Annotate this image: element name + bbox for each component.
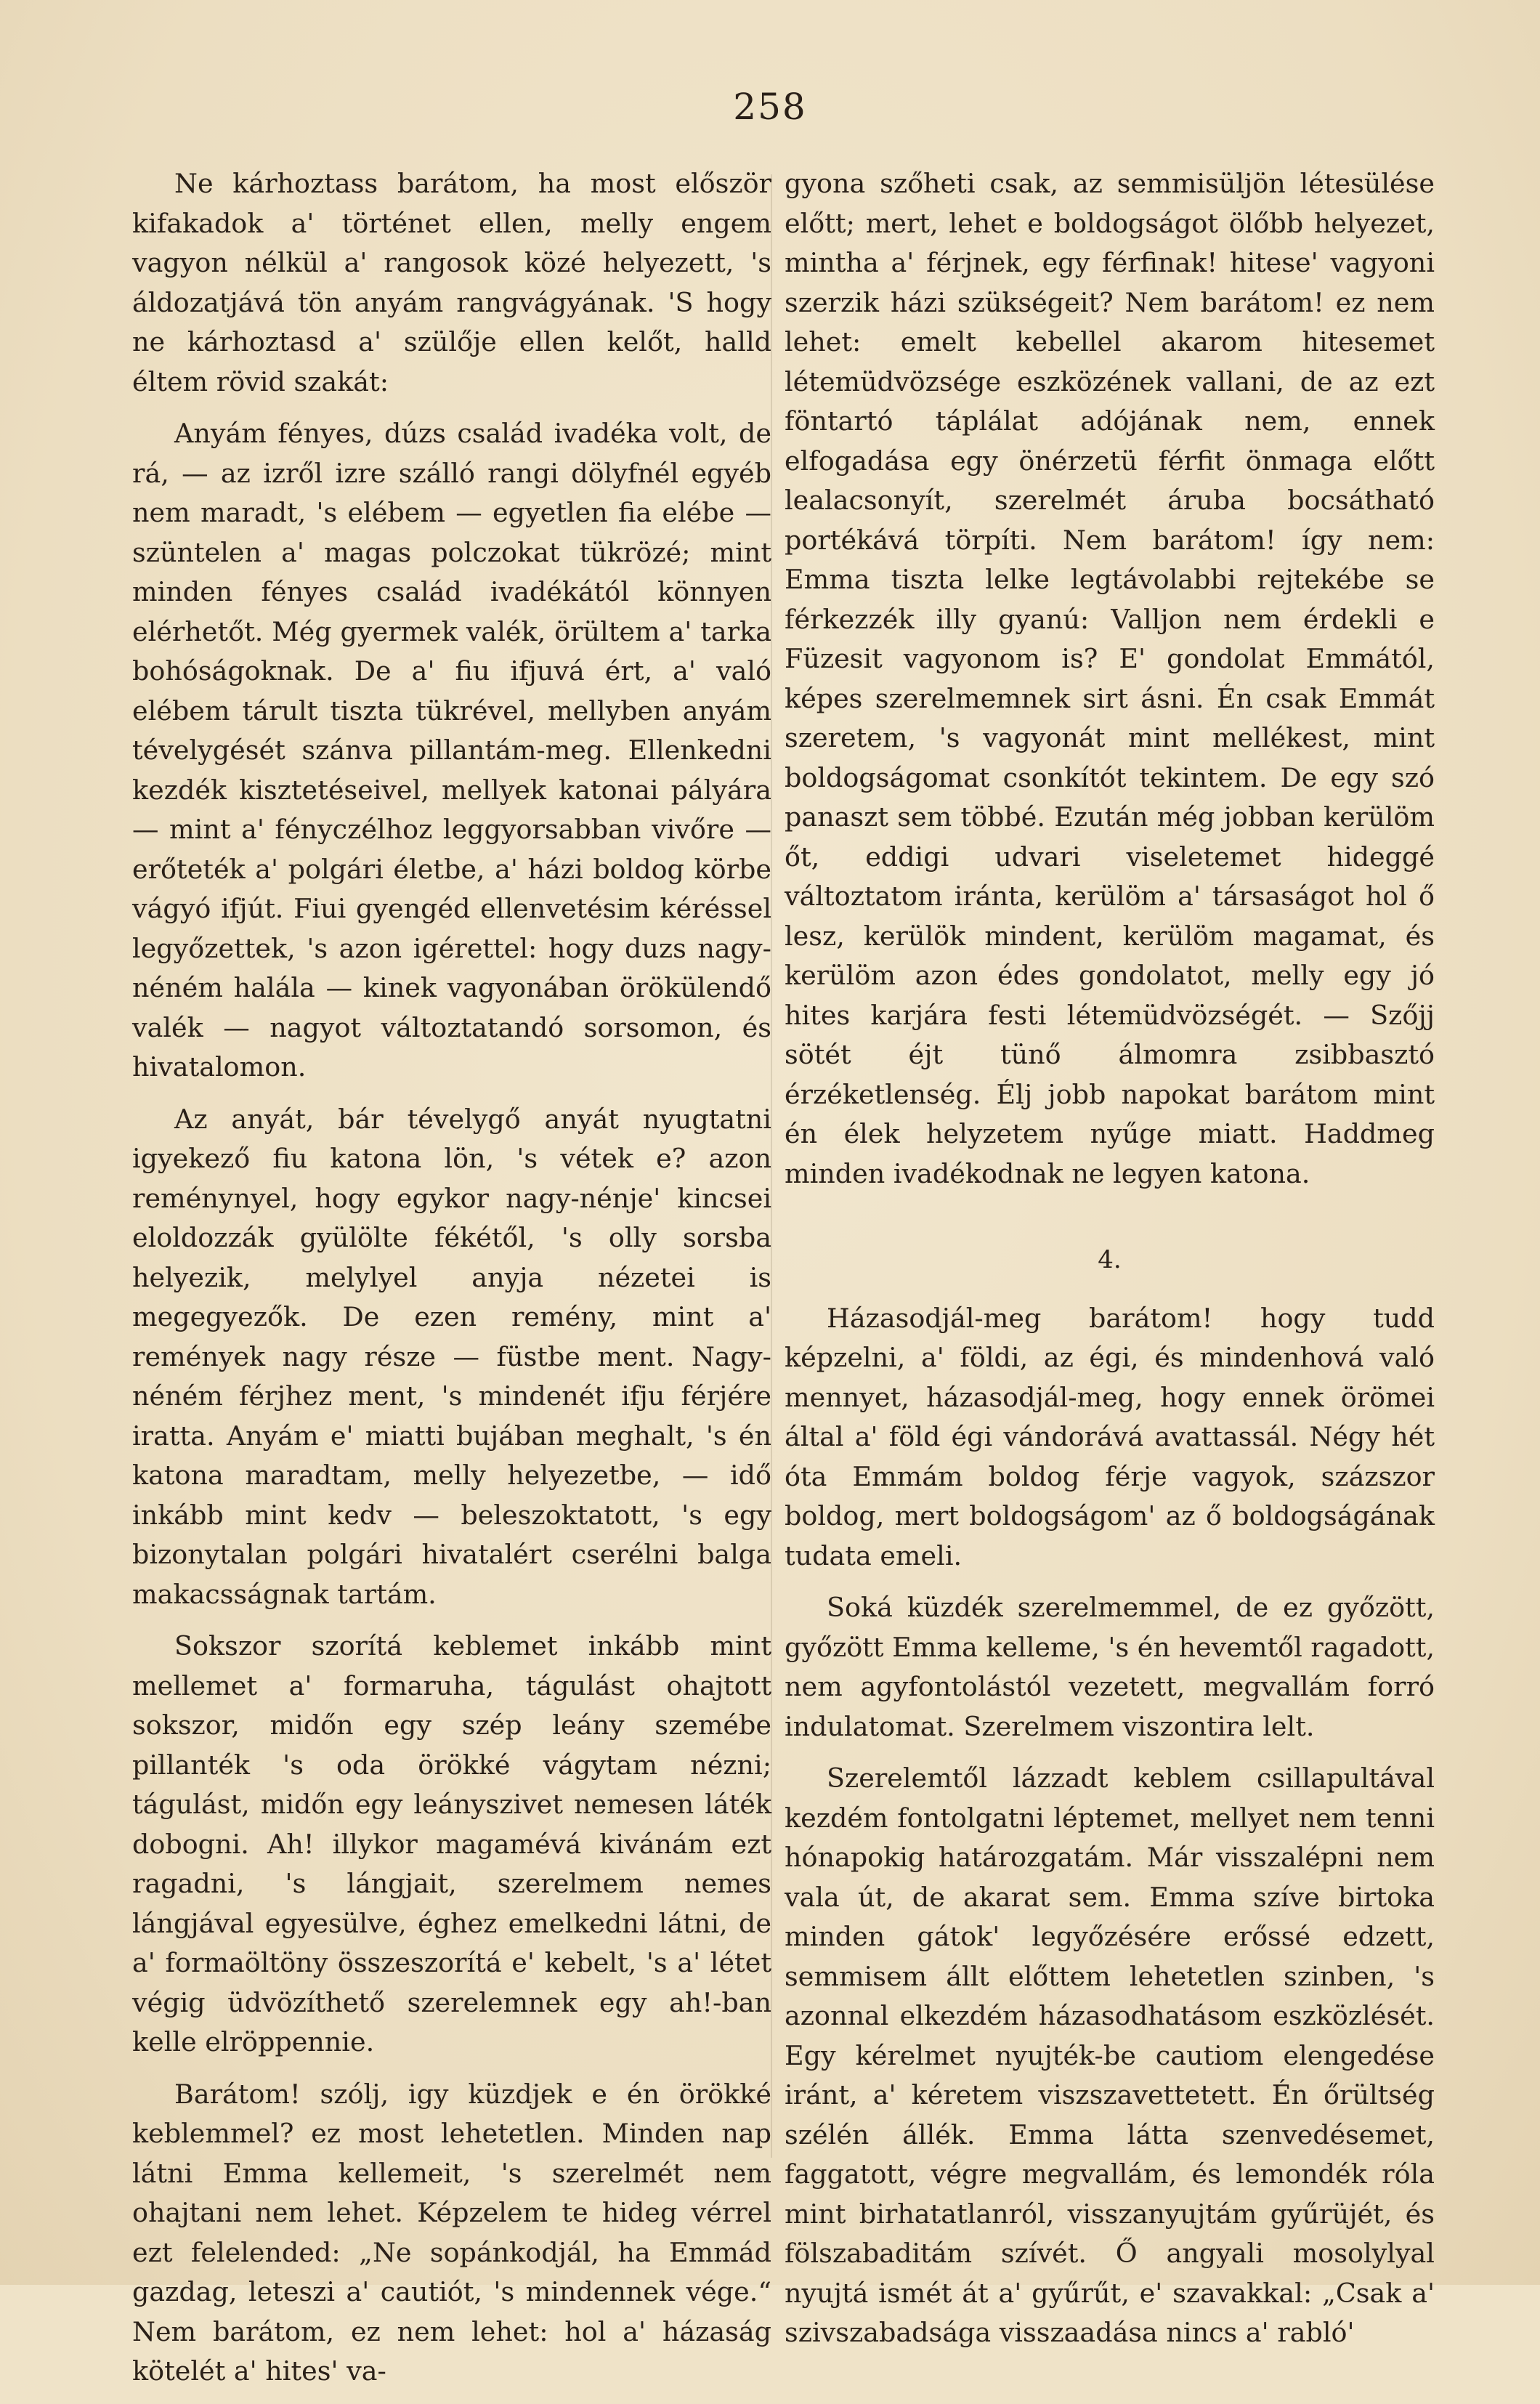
left-column	[132, 164, 771, 2404]
paragraph: Házasodjál-meg barátom! hogy tudd képzelni, a' földi, az égi, és mindenhová való mennyet, házasodjál-meg, hogy ennek örömei által a' föld égi vándorává avattassál. Négy hét óta Emmám boldog férje vagyok, százszor boldog, mert boldogságom' az ő boldogságának tudata emeli.	[785, 1302, 1435, 1571]
paragraph: Az anyát, bár tévelygő anyát nyugtatni igyekező fiu katona lön, 's vétek e? azon reménynyel, hogy egykor nagy-nénje' kincsei eloldozzák gyülölte fékétől, 's olly sorsba helyezik, melylyel anyja nézetei is megegyezők. De ezen remény, mint a' remények nagy része — füstbe ment. Nagy-néném férjhez ment, 's mindenét ifju férjére iratta. Anyám e' miatti bujában meghalt, 's én katona maradtam, melly helyezetbe, — idő inkább mint kedv — beleszoktatott, 's egy bizonytalan polgári hivatalért cserélni balga makacsságnak tartám.	[132, 1103, 771, 1610]
paragraph: Soká küzdék szerelmemmel, de ez győzött, győzött Emma kelleme, 's én hevemtől ragadott, nem agyfontolástól vezetett, megvallám forró indulatomat. Szerelmem viszontira lelt.	[785, 1592, 1435, 1742]
section-number: 4.	[1098, 1245, 1122, 1274]
page-number: 258	[733, 86, 807, 128]
right-column	[785, 164, 1435, 2365]
paragraph: Sokszor szorítá keblemet inkább mint mellemet a' formaruha, tágulást ohajtott sokszor, midőn egy szép leány szemébe pillanték 's oda örökké vágytam nézni; tágulást, midőn egy leányszivet nemesen láték dobogni. Ah! illykor magamévá kivánám ezt ragadni, 's lángjait, szerelmem nemes lángjával egyesülve, éghez emelkedni látni, de a' formaöltöny összeszorítá e' kebelt, 's a' létet végig üdvözíthető szerelemnek egy ah!-ban kelle elröppennie.	[132, 1630, 771, 2057]
paragraph: Ne kárhoztass barátom, ha most először kifakadok a' történet ellen, melly engem vagyon nélkül a' rangosok közé helyezett, 's áldozatjává tön anyám rangvágyának. 'S hogy ne kárhoztasd a' szülője ellen kelőt, halld éltem rövid szakát:	[132, 168, 771, 397]
paragraph: Barátom! szólj, igy küzdjek e én örökké keblemmel? ez most lehetetlen. Minden nap látni Emma kellemeit, 's szerelmét nem ohajtani nem lehet. Képzelem te hideg vérrel ezt felelended: „Ne sopánkodjál, ha Emmád gazdag, leteszi a' cautiót, 's mindennek vége.“ Nem barátom, ez nem lehet: hol a' házaság kötelét a' hites' va-	[132, 2078, 771, 2387]
paragraph: Anyám fényes, dúzs család ivadéka volt, de rá, — az izről izre szálló rangi dölyfnél egyéb nem maradt, 's elébem — egyetlen fia elébe — szüntelen a' magas polczokat tükrözé; mint minden fényes család ivadékától könnyen elérhetőt. Még gyermek valék, örültem a' tarka bohóságoknak. De a' fiu ifjuvá ért, a' való elébem tárult tiszta tükrével, mellyben anyám tévelygését szánva pillantám-meg. Ellenkedni kezdék kisztetéseivel, mellyek katonai pályára — mint a' fényczélhoz leggyorsabban vivőre — erőteték a' polgári életbe, a' házi boldog körbe vágyó ifjút. Fiui gyengéd ellenvetésim kéréssel legyőzettek, 's azon igérettel: hogy duzs nagy-néném halála — kinek vagyonában örökülendő valék — nagyot változtatandó sorsomon, és hivatalomon.	[132, 418, 771, 1082]
paragraph: Szerelemtől lázzadt keblem csillapultával kezdém fontolgatni léptemet, mellyet nem tenni hónapokig határozgatám. Már visszalépni nem vala út, de akarat sem. Emma szíve birtoka minden gátok' legyőzésére erőssé edzett, semmisem állt előttem lehetetlen szinben, 's azonnal elkezdém házasodhatásom eszközlését. Egy kérelmet nyujték-be cautiom elengedése iránt, a' kéretem viszszavettetett. Én őrültség szélén állék. Emma látta szenvedésemet, faggatott, végre megvallám, és lemondék róla mint birhatatlanról, visszanyujtám gyűrüjét, és fölszabaditám szívét. Ő angyali mosolylyal nyujtá ismét át a' gyűrűt, e' szavakkal: „Csak a' szivszabadsága visszaadása nincs a' rabló'	[785, 1762, 1435, 2348]
paragraph-continued: gyona szőheti csak, az semmisüljön létesülése előtt; mert, lehet e boldogságot ölőbb helyezet, mintha a' férjnek, egy férfinak! hitese' vagyoni szerzik házi szükségeit? Nem barátom! ez nem lehet: emelt kebellel akarom hitesemet létemüdvözsége eszközének vallani, de az ezt föntartó táplálat adójának nem, ennek elfogadása egy önérzetü férfit önmaga előtt lealacsonyít, szerelmét áruba bocsátható portékává törpíti. Nem barátom! így nem: Emma tiszta lelke legtávolabbi rejtekébe se férkezzék illy gyanú: Valljon nem érdekli e Füzesit vagyonom is? E' gondolat Emmától, képes szerelmemnek sirt ásni. Én csak Emmát szeretem, 's vagyonát mint mellékest, mint boldogságomat csonkítót tekintem. De egy szó panaszt sem többé. Ezután még jobban kerülöm őt, eddigi udvari viseletemet hideggé változtatom iránta, kerülöm a' társaságot hol ő lesz, kerülök mindent, kerülöm magamat, és kerülöm azon édes gondolatot, melly egy jó hites karjára festi létemüdvözségét. — Szőjj sötét éjt tünő álmomra zsibbasztó érzéketlenség. Élj jobb napokat barátom mint én élek helyzetem nyűge miatt. Haddmeg minden ivadékodnak ne legyen katona.	[785, 168, 1435, 1189]
column-divider	[771, 174, 772, 2158]
